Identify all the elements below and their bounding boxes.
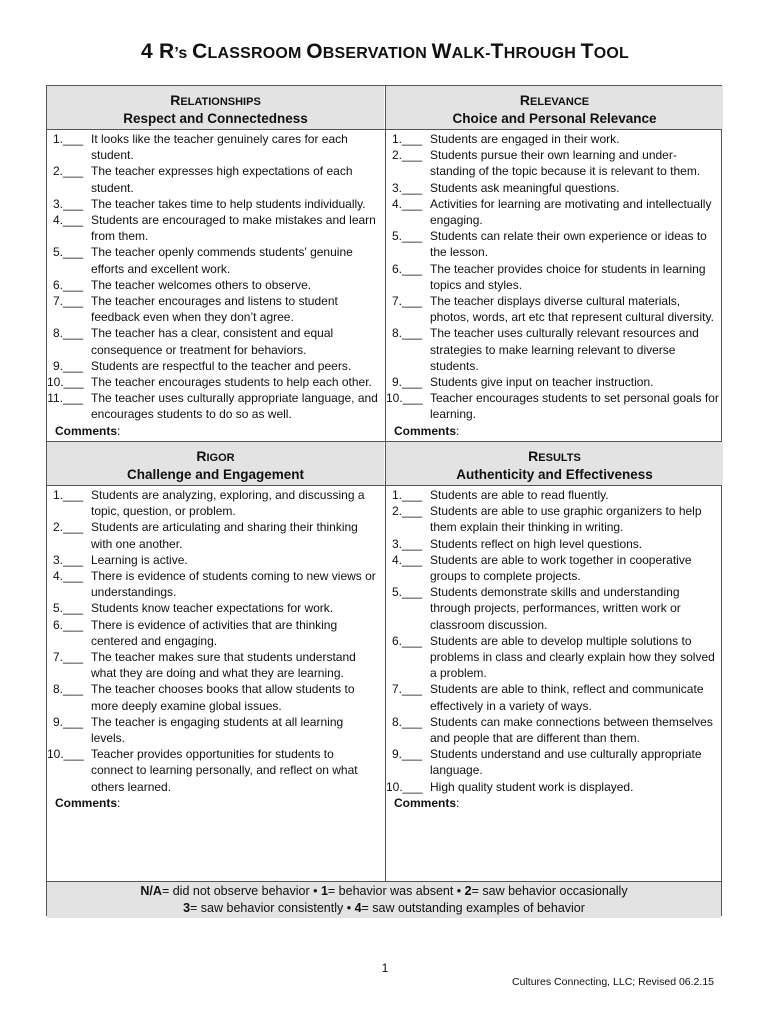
relationships-list <box>47 131 379 439</box>
item-number-blank[interactable]: 8.___ <box>391 326 422 341</box>
item-text: Students give input on teacher instruction. <box>430 375 654 390</box>
checklist-item <box>386 503 719 535</box>
comments-label[interactable]: Comments: <box>394 423 460 438</box>
checklist-item <box>47 293 379 325</box>
item-number-blank[interactable]: 2.___ <box>391 504 422 519</box>
section-subheading: Authenticity and Effectiveness <box>456 467 653 482</box>
checklist-item <box>386 180 719 196</box>
item-number-blank[interactable]: 3.___ <box>52 196 83 211</box>
comments-label[interactable]: Comments: <box>55 423 121 438</box>
item-number-blank[interactable]: 10.___ <box>47 747 84 762</box>
checklist-item <box>47 374 379 390</box>
item-text: Students are encouraged to make mistakes and learn from them. <box>91 213 376 244</box>
item-number-blank[interactable]: 9.___ <box>391 747 422 762</box>
legend-line-2: 3= saw behavior consistently • 4= saw outstanding examples of behavior <box>183 901 585 915</box>
item-text: The teacher encourages students to help each other. <box>91 375 372 390</box>
checklist-item <box>386 147 719 179</box>
item-number-blank[interactable]: 1.___ <box>391 132 422 146</box>
checklist-item <box>47 681 379 713</box>
checklist-item <box>47 746 379 795</box>
checklist-item <box>386 584 719 633</box>
item-number-blank[interactable]: 1.___ <box>52 132 83 146</box>
checklist-item <box>386 390 719 422</box>
item-number-blank[interactable]: 1.___ <box>52 488 83 502</box>
checklist-item <box>47 649 379 681</box>
checklist-item <box>386 681 719 713</box>
item-number-blank[interactable]: 3.___ <box>391 536 422 551</box>
item-number-blank[interactable]: 6.___ <box>52 277 83 292</box>
relevance-list <box>386 131 719 439</box>
item-number-blank[interactable]: 7.___ <box>391 682 422 697</box>
item-number-blank[interactable]: 4.___ <box>391 552 422 567</box>
checklist-item <box>47 325 379 357</box>
item-text: The teacher encourages and listens to student feedback even when they don’t agree. <box>91 294 338 325</box>
checklist-item <box>386 196 719 228</box>
item-text: Teacher provides opportunities for students to connect to learning personally, and reflect on what others learned. <box>91 747 358 794</box>
item-text: Students can relate their own experience or ideas to the lesson. <box>430 229 707 260</box>
item-text: Teacher encourages students to set personal goals for learning. <box>430 391 719 422</box>
checklist-item <box>386 325 719 374</box>
checklist-item <box>386 779 719 795</box>
checklist-item <box>47 390 379 422</box>
checklist-item <box>386 746 719 778</box>
checklist-item <box>47 600 379 616</box>
checklist-item <box>386 261 719 293</box>
item-text: The teacher openly commends students' genuine efforts and excellent work. <box>91 245 353 276</box>
item-text: The teacher has a clear, consistent and equal consequence or treatment for behaviors. <box>91 326 334 357</box>
item-text: Students understand and use culturally appropriate language. <box>430 747 702 778</box>
item-text: Students are engaged in their work. <box>430 132 620 146</box>
item-number-blank[interactable]: 4.___ <box>52 569 83 584</box>
item-number-blank[interactable]: 8.___ <box>391 714 422 729</box>
item-text: Students reflect on high level questions. <box>430 536 643 551</box>
checklist-item <box>386 487 719 503</box>
item-number-blank[interactable]: 4.___ <box>52 213 83 228</box>
item-number-blank[interactable]: 9.___ <box>391 375 422 390</box>
item-number-blank[interactable]: 3.___ <box>391 180 422 195</box>
item-text: Students know teacher expectations for work. <box>91 601 334 616</box>
item-text: The teacher uses culturally relevant resources and strategies to make learning relevant to diverse students. <box>430 326 699 373</box>
item-number-blank[interactable]: 5.___ <box>52 601 83 616</box>
item-text: Students ask meaningful questions. <box>430 180 620 195</box>
item-text: There is evidence of students coming to new views or understandings. <box>91 569 376 600</box>
checklist-item <box>47 244 379 276</box>
checklist-item <box>47 163 379 195</box>
checklist-item <box>47 277 379 293</box>
footer-credit: Cultures Connecting, LLC; Revised 06.2.15 <box>512 976 714 988</box>
checklist-item <box>386 293 719 325</box>
item-number-blank[interactable]: 7.___ <box>52 650 83 665</box>
item-number-blank[interactable]: 6.___ <box>52 617 83 632</box>
item-text: The teacher welcomes others to observe. <box>91 277 312 292</box>
checklist-item <box>47 131 379 163</box>
checklist-item <box>47 487 379 519</box>
item-number-blank[interactable]: 4.___ <box>391 196 422 211</box>
item-text: Students are able to work together in cooperative groups to complete projects. <box>430 552 692 584</box>
item-number-blank[interactable]: 9.___ <box>52 358 83 373</box>
rigor-list <box>47 487 379 811</box>
item-text: Students are respectful to the teacher and peers. <box>91 358 352 373</box>
relationships-header <box>47 86 384 129</box>
checklist-item <box>47 617 379 649</box>
item-number-blank[interactable]: 5.___ <box>52 245 83 260</box>
item-number-blank[interactable]: 5.___ <box>391 585 422 600</box>
item-number-blank[interactable]: 10.___ <box>386 779 423 794</box>
item-text: The teacher chooses books that allow students to more deeply examine global issues. <box>91 682 355 713</box>
item-number-blank[interactable]: 10.___ <box>386 391 423 406</box>
item-text: The teacher is engaging students at all learning levels. <box>91 714 344 746</box>
item-text: Students are able to think, reflect and communicate effectively in a variety of ways. <box>430 682 704 713</box>
page-number: 1 <box>381 961 389 975</box>
section-heading: RIGOR <box>196 448 235 464</box>
item-text: Students are able to read fluently. <box>430 488 609 502</box>
item-number-blank[interactable]: 9.___ <box>52 714 83 729</box>
item-number-blank[interactable]: 7.___ <box>52 294 83 309</box>
item-text: Students are able to develop multiple solutions to problems in class and clearly explain how they solved a problem. <box>430 633 715 681</box>
section-subheading: Choice and Personal Relevance <box>452 111 657 126</box>
item-text: The teacher displays diverse cultural materials, photos, words, art etc that represent cultural diversity. <box>430 294 714 325</box>
item-number-blank[interactable]: 6.___ <box>391 633 422 648</box>
item-text: Students are articulating and sharing their thinking with one another. <box>91 520 358 551</box>
checklist-item <box>386 552 719 584</box>
legend-line-1: N/A= did not observe behavior • 1= behavior was absent • 2= saw behavior occasionally <box>140 884 628 898</box>
item-text: The teacher makes sure that students understand what they are doing and what they are learning. <box>91 650 356 681</box>
item-text: Learning is active. <box>91 552 188 567</box>
checklist-item <box>47 196 379 212</box>
checklist-item <box>47 714 379 746</box>
item-text: The teacher provides choice for students in learning topics and styles. <box>430 261 706 292</box>
checklist-item <box>386 228 719 260</box>
section-heading: RESULTS <box>528 448 581 464</box>
checklist-item <box>386 536 719 552</box>
results-list <box>386 487 719 811</box>
checklist-item <box>47 552 379 568</box>
item-text: The teacher expresses high expectations of each student. <box>91 164 353 195</box>
rating-legend <box>47 881 721 918</box>
checklist-item <box>386 131 719 147</box>
item-number-blank[interactable]: 2.___ <box>52 164 83 179</box>
section-subheading: Respect and Connectedness <box>123 111 308 126</box>
relevance-header <box>386 86 723 129</box>
item-text: Activities for learning are motivating and intellectually engaging. <box>430 196 712 228</box>
item-number-blank[interactable]: 2.___ <box>52 520 83 535</box>
item-text: The teacher takes time to help students individually. <box>91 196 366 211</box>
checklist-item <box>47 212 379 244</box>
item-number-blank[interactable]: 6.___ <box>391 261 422 276</box>
item-number-blank[interactable]: 10.___ <box>47 375 84 390</box>
checklist-item <box>47 568 379 600</box>
page-title: 4 R’s CLASSROOM OBSERVATION WALK-THROUGH TOOL <box>141 40 629 63</box>
checklist-item <box>47 519 379 551</box>
item-number-blank[interactable]: 5.___ <box>391 229 422 244</box>
comments-label[interactable]: Comments: <box>394 795 460 810</box>
item-number-blank[interactable]: 2.___ <box>391 148 422 163</box>
section-subheading: Challenge and Engagement <box>126 467 305 482</box>
item-number-blank[interactable]: 11.___ <box>47 391 83 406</box>
rigor-header <box>47 442 384 485</box>
item-text: Students pursue their own learning and under-standing of the topic because it is relevant to them. <box>430 148 701 179</box>
item-number-blank[interactable]: 8.___ <box>52 682 83 697</box>
item-number-blank[interactable]: 1.___ <box>391 488 422 502</box>
item-text: Students can make connections between themselves and people that are different than them. <box>430 714 713 746</box>
item-text: Students are analyzing, exploring, and discussing a topic, question, or problem. <box>91 488 365 519</box>
item-text: The teacher uses culturally appropriate language, and encourages students to do so as well. <box>91 391 378 422</box>
observation-table <box>46 85 722 916</box>
results-header <box>386 442 723 485</box>
checklist-item <box>386 714 719 746</box>
item-number-blank[interactable]: 8.___ <box>52 326 83 341</box>
item-text: It looks like the teacher genuinely cares for each student. <box>91 132 348 163</box>
item-number-blank[interactable]: 3.___ <box>52 552 83 567</box>
checklist-item <box>47 358 379 374</box>
item-text: There is evidence of activities that are thinking centered and engaging. <box>91 617 338 648</box>
section-heading: RELATIONSHIPS <box>170 92 261 108</box>
checklist-item <box>386 633 719 682</box>
section-heading: RELEVANCE <box>519 92 590 108</box>
item-number-blank[interactable]: 7.___ <box>391 294 422 309</box>
item-text: High quality student work is displayed. <box>430 779 634 794</box>
item-text: Students demonstrate skills and understanding through projects, performances, written work or classroom discussion. <box>430 585 681 632</box>
item-text: Students are able to use graphic organizers to help them explain their thinking in writing. <box>430 504 702 535</box>
checklist-item <box>386 374 719 390</box>
comments-label[interactable]: Comments: <box>55 795 121 810</box>
